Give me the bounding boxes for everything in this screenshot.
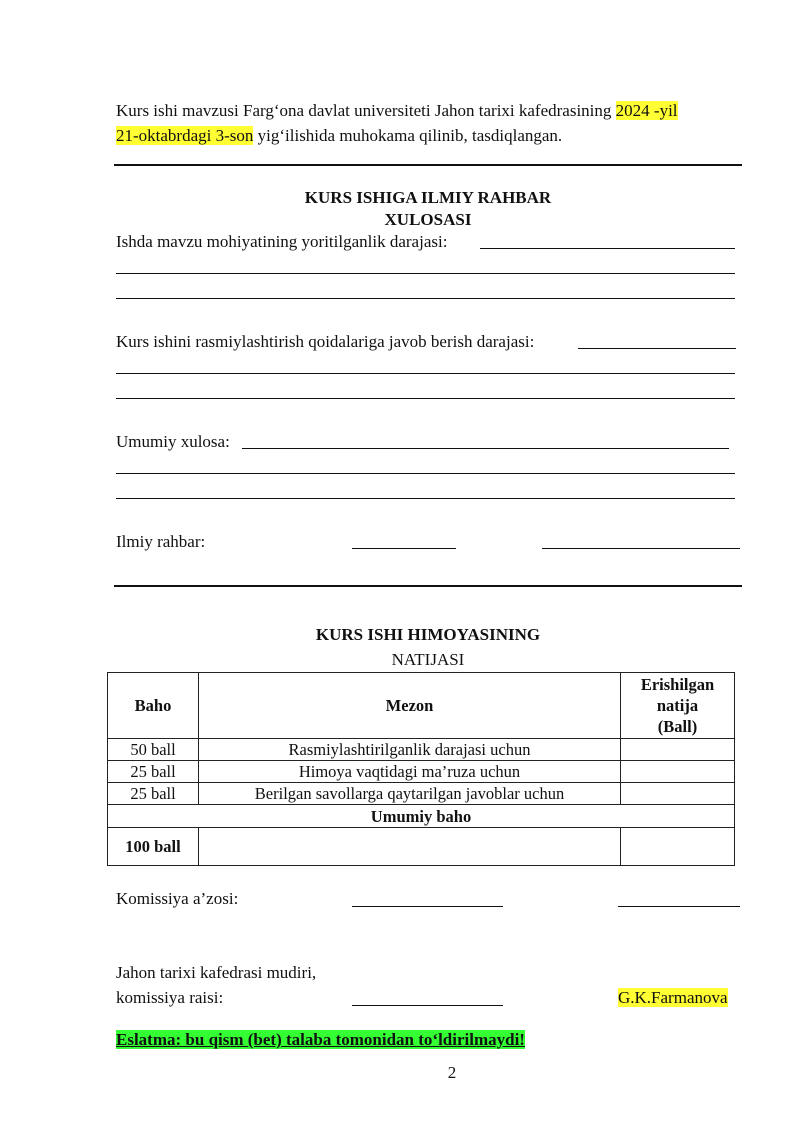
supervisor-signature-line[interactable]: [352, 548, 456, 549]
commission-name-line[interactable]: [618, 906, 740, 907]
department-head-name: [618, 988, 728, 1008]
total-criterion-cell: [199, 828, 621, 866]
department-head-name-text: G.K.Farmanova: [618, 988, 728, 1007]
row-result-cell[interactable]: [621, 783, 735, 805]
field-general-line[interactable]: [242, 448, 729, 449]
commission-signature-line[interactable]: [352, 906, 503, 907]
defense-title-line2: NATIJASI: [391, 650, 465, 669]
field-general-line-2[interactable]: [116, 473, 735, 474]
intro-text-before: Kurs ishi mavzusi Farg‘ona davlat universiteti Jahon tarixi kafedrasining: [116, 101, 616, 120]
department-head-signature-line[interactable]: [352, 1005, 503, 1006]
commission-member-label: Komissiya a’zosi:: [116, 889, 239, 908]
intro-paragraph: [116, 98, 746, 148]
table-header-row: [108, 673, 735, 739]
department-head-label-line1: Jahon tarixi kafedrasi mudiri,: [116, 963, 317, 982]
header-criterion: Mezon: [199, 673, 621, 739]
table-row: [108, 783, 735, 805]
department-head-label-line2: komissiya raisi:: [116, 988, 224, 1007]
header-result-line3: (Ball): [657, 717, 698, 736]
row-score: 25 ball: [108, 761, 199, 783]
total-result-cell[interactable]: [621, 828, 735, 866]
divider-rule: [114, 164, 742, 166]
table-total-label-row: [108, 805, 735, 828]
intro-text-after: yig‘ilishida muhokama qilinib, tasdiqlangan.: [253, 126, 563, 145]
intro-highlight-number: 21-oktabrdagi 3-son: [116, 126, 254, 145]
field-formatting-line-3[interactable]: [116, 398, 735, 399]
field-general-label: Umumiy xulosa:: [116, 432, 230, 451]
header-result-line1: Erishilgan: [640, 675, 715, 694]
row-score: 25 ball: [108, 783, 199, 805]
field-formatting-line-2[interactable]: [116, 373, 735, 374]
results-table: [107, 672, 735, 866]
row-result-cell[interactable]: [621, 761, 735, 783]
row-criterion: Himoya vaqtidagi ma’ruza uchun: [199, 761, 621, 783]
header-score: Baho: [108, 673, 199, 739]
conclusion-title-line2: XULOSASI: [384, 210, 472, 229]
row-criterion: Rasmiylashtirilganlik darajasi uchun: [199, 739, 621, 761]
header-result-line2: natija: [656, 696, 699, 715]
row-criterion: Berilgan savollarga qaytarilgan javoblar uchun: [199, 783, 621, 805]
field-general-line-3[interactable]: [116, 498, 735, 499]
conclusion-title-line1: KURS ISHIGA ILMIY RAHBAR: [304, 188, 552, 207]
defense-title-line1: KURS ISHI HIMOYASINING: [315, 625, 541, 644]
row-score: 50 ball: [108, 739, 199, 761]
divider-rule-2: [114, 585, 742, 587]
field-coverage-line[interactable]: [480, 248, 735, 249]
table-row: [108, 739, 735, 761]
note: [116, 1030, 525, 1050]
field-formatting-label: Kurs ishini rasmiylashtirish qoidalariga javob berish darajasi:: [116, 332, 535, 351]
total-score: 100 ball: [108, 828, 199, 866]
note-text: Eslatma: bu qism (bet) talaba tomonidan to‘ldirilmaydi!: [116, 1030, 525, 1049]
row-result-cell[interactable]: [621, 739, 735, 761]
supervisor-label: Ilmiy rahbar:: [116, 532, 206, 551]
total-label: Umumiy baho: [108, 805, 735, 828]
field-coverage-line-3[interactable]: [116, 298, 735, 299]
intro-highlight-date: 2024 -yil: [615, 101, 678, 120]
header-result: [621, 673, 735, 739]
field-coverage-line-2[interactable]: [116, 273, 735, 274]
field-coverage-label: Ishda mavzu mohiyatining yoritilganlik darajasi:: [116, 232, 448, 251]
page-number: 2: [447, 1063, 457, 1082]
supervisor-name-line[interactable]: [542, 548, 740, 549]
table-row: [108, 761, 735, 783]
field-formatting-line[interactable]: [578, 348, 736, 349]
table-total-row: [108, 828, 735, 866]
